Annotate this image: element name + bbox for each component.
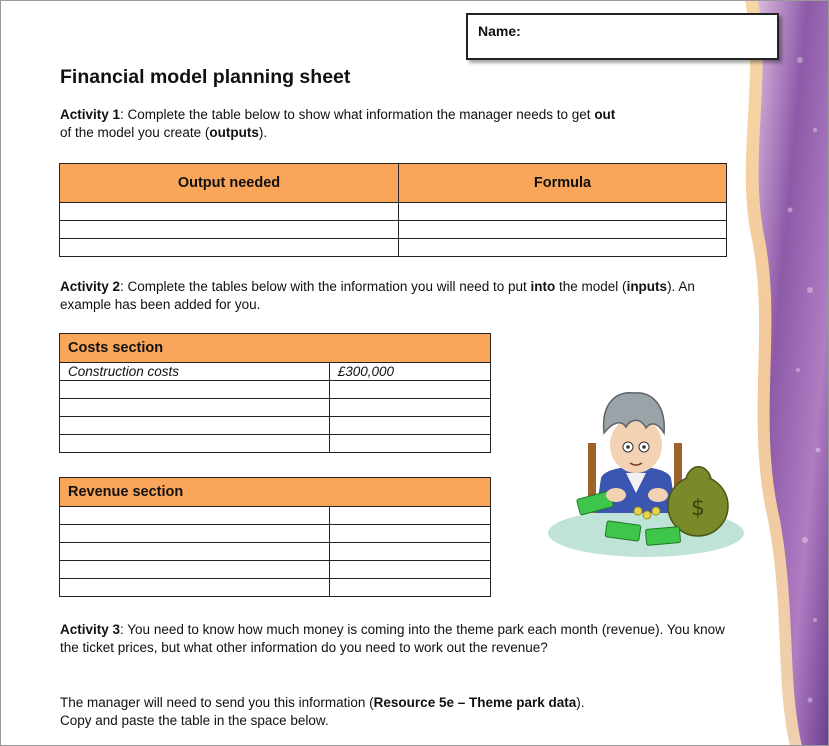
table-row [60,543,491,561]
activity1-text-b: of the model you create ( [60,125,210,140]
activity1-bold-out: out [594,107,616,122]
example-item-cell[interactable]: Construction costs [60,363,330,381]
closing-text-b: ). [576,695,585,710]
table-cell[interactable] [329,543,490,561]
table-cell[interactable] [60,435,330,453]
activity3-label: Activity 3 [60,622,121,637]
table-row [60,363,491,381]
activity3-text: : You need to know how much money is coming into the theme park each month (revenue). You know the ticket prices, but what other information do you need to work out the revenue? [60,622,725,655]
page-title: Financial model planning sheet [60,66,351,88]
activity2-text-b: the model ( [555,279,627,294]
closing-instructions [60,694,730,730]
formula-header: Formula [399,164,727,203]
table-row [60,399,491,417]
example-value-cell[interactable]: £300,000 [329,363,490,381]
table-cell[interactable] [60,417,330,435]
table-cell[interactable] [399,203,727,221]
name-field[interactable] [466,13,779,60]
activity1-text-a: : Complete the table below to show what information the manager needs to get [120,107,595,122]
revenue-section-header: Revenue section [60,478,491,507]
table-cell[interactable] [329,435,490,453]
output-table-header-row [60,164,727,203]
table-cell[interactable] [329,399,490,417]
table-cell[interactable] [329,579,490,597]
table-row [60,417,491,435]
table-cell[interactable] [60,221,399,239]
table-cell[interactable] [329,507,490,525]
table-cell[interactable] [60,381,330,399]
table-row [60,579,491,597]
table-cell[interactable] [329,525,490,543]
activity2-bold-inputs: inputs [626,279,668,294]
table-cell[interactable] [399,221,727,239]
table-cell[interactable] [60,399,330,417]
table-row [60,203,727,221]
table-row [60,435,491,453]
svg-text:$: $ [691,496,705,521]
closing-text-a: The manager will need to send you this information ( [60,695,374,710]
activity1-label: Activity 1 [60,107,121,122]
activity2-instructions [60,278,730,314]
table-cell[interactable] [60,239,399,257]
table-cell[interactable] [60,561,330,579]
table-cell[interactable] [329,417,490,435]
table-cell[interactable] [329,381,490,399]
table-row [60,507,491,525]
activity2-text-c: ). An example has been added for you. [60,279,695,312]
table-row [60,239,727,257]
activity1-instructions [60,106,730,142]
closing-line2: Copy and paste the table in the space below. [60,713,329,728]
resource-reference: Resource 5e – Theme park data [373,695,577,710]
table-row [60,221,727,239]
activity3-instructions [60,621,725,657]
activity1-bold-outputs: outputs [209,125,259,140]
activity1-text-c: ). [258,125,268,140]
table-cell[interactable] [60,525,330,543]
activity2-text-a: : Complete the tables below with the information you will need to put [120,279,531,294]
table-cell[interactable] [60,579,330,597]
table-cell[interactable] [60,507,330,525]
revenue-header-row [60,478,491,507]
costs-table [59,333,491,453]
money-counting-illustration [546,383,746,561]
table-cell[interactable] [329,561,490,579]
table-row [60,525,491,543]
table-cell[interactable] [60,543,330,561]
table-row [60,561,491,579]
revenue-table [59,477,491,597]
output-needed-header: Output needed [60,164,399,203]
table-row [60,381,491,399]
table-cell[interactable] [399,239,727,257]
activity2-label: Activity 2 [60,279,121,294]
costs-header-row [60,334,491,363]
costs-section-header: Costs section [60,334,491,363]
table-cell[interactable] [60,203,399,221]
activity2-bold-into: into [530,279,556,294]
name-label: Name: [478,23,521,39]
output-table [59,163,727,257]
